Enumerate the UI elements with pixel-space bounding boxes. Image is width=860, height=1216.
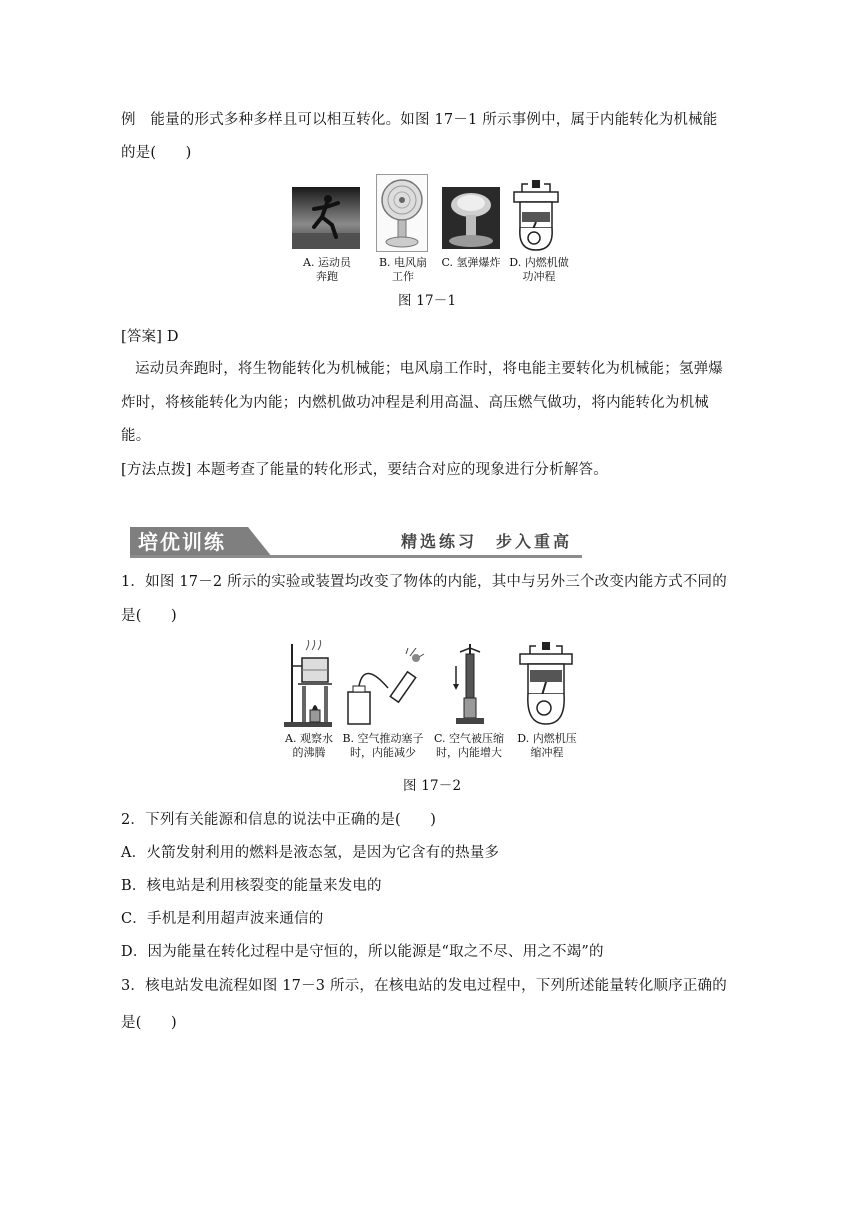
method-tip: [方法点拨] 本题考查了能量的转化形式，要结合对应的现象进行分析解答。 <box>121 462 608 478</box>
hydrogen-bomb-image <box>442 187 500 249</box>
fan-image <box>376 174 428 252</box>
figure2-caption-b: B. 空气推动塞子 时，内能减少 <box>342 732 424 759</box>
figure-17-1-label: 图 17－1 <box>398 293 457 309</box>
figure2-caption-a: A. 观察水 的沸腾 <box>285 732 333 759</box>
air-pushes-plug-image <box>344 648 436 728</box>
figure2-caption-d: D. 内燃机压 缩冲程 <box>517 732 577 759</box>
figure1-caption-d: D. 内燃机做 功冲程 <box>509 256 569 283</box>
banner-underline <box>130 555 582 558</box>
figure-17-1 <box>290 172 580 284</box>
q2-option-d: D．因为能量在转化过程中是守恒的，所以能源是“取之不尽、用之不竭”的 <box>121 944 604 960</box>
example-line-2: 的是( ) <box>121 145 192 161</box>
answer-label: [答案] D <box>121 329 179 345</box>
answer-explain-1: 运动员奔跑时，将生物能转化为机械能；电风扇工作时，将电能主要转化为机械能；氢弹爆 <box>135 361 723 377</box>
q2-option-b: B．核电站是利用核裂变的能量来发电的 <box>121 878 382 894</box>
q1-line-2: 是( ) <box>121 608 177 624</box>
engine-compression-stroke-image <box>518 640 574 728</box>
air-compressed-image <box>450 644 490 728</box>
banner-slogan: 精选练习 步入重高 <box>400 532 572 551</box>
example-line-1: 例 能量的形式多种多样且可以相互转化。如图 17－1 所示事例中，属于内能转化为机械能 <box>121 112 718 128</box>
banner-title: 培优训练 <box>138 530 226 554</box>
figure1-caption-c: C. 氢弹爆炸 <box>441 256 501 269</box>
q3-line-2: 是( ) <box>121 1015 177 1031</box>
figure1-caption-b: B. 电风扇 工作 <box>378 256 428 283</box>
figure2-caption-c: C. 空气被压缩 时，内能增大 <box>433 732 505 759</box>
answer-explain-3: 能。 <box>121 428 151 444</box>
q3-line-1: 3．核电站发电流程如图 17－3 所示，在核电站的发电过程中，下列所述能量转化顺序正确的 <box>121 978 727 994</box>
q2-option-c: C．手机是利用超声波来通信的 <box>121 911 324 927</box>
boiling-water-apparatus-image <box>282 640 336 728</box>
figure-17-2 <box>280 640 586 764</box>
figure-17-2-label: 图 17－2 <box>403 778 462 794</box>
answer-explain-2: 炸时，将核能转化为内能；内燃机做功冲程是利用高温、高压燃气做功，将内能转化为机械 <box>121 395 709 411</box>
figure1-caption-a: A. 运动员 奔跑 <box>303 256 351 283</box>
section-banner <box>130 527 582 559</box>
q1-line-1: 1．如图 17－2 所示的实验或装置均改变了物体的内能，其中与另外三个改变内能方式不同的 <box>121 574 727 590</box>
runner-image <box>292 187 360 249</box>
q2-option-a: A．火箭发射利用的燃料是液态氢，是因为它含有的热量多 <box>121 845 500 861</box>
q2-stem: 2．下列有关能源和信息的说法中正确的是( ) <box>121 812 437 828</box>
engine-power-stroke-image <box>512 178 560 252</box>
